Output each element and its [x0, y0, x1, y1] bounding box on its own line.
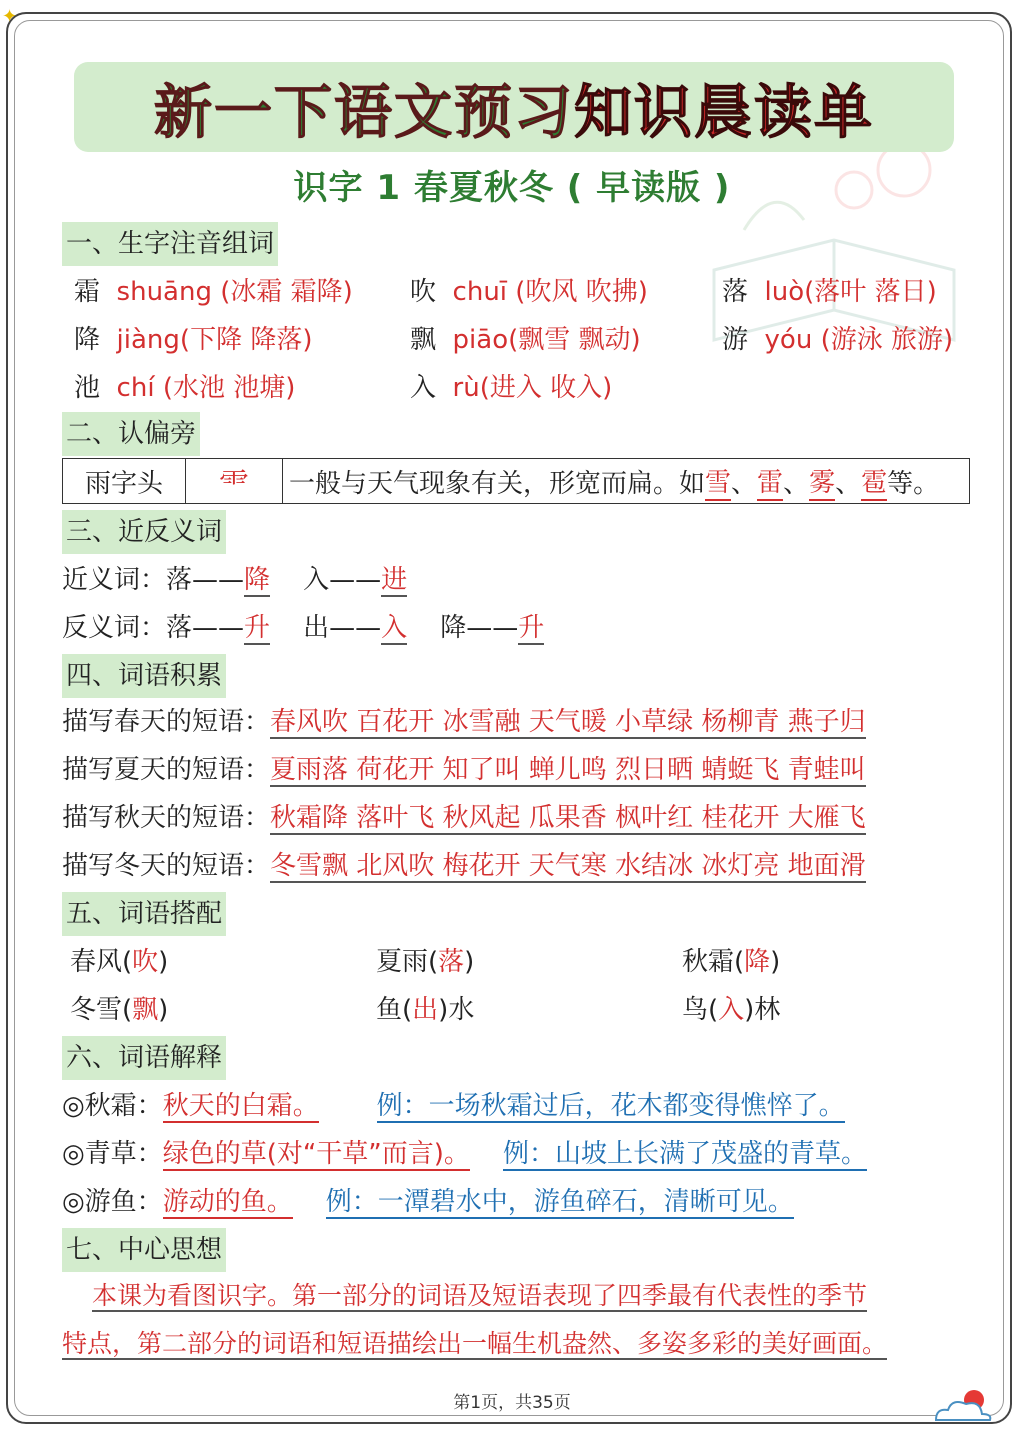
section-heading-3: 三、近反义词	[62, 510, 226, 554]
char-entry: 落 luò(落叶 落日)	[722, 277, 937, 307]
lesson-subtitle: 识字 1 春夏秋冬 ( 早读版 )	[293, 168, 731, 208]
radical-table	[62, 458, 970, 504]
page-title	[74, 62, 954, 152]
phrase-row: 描写冬天的短语：冬雪飘 北风吹 梅花开 天气寒 水结冰 冰灯亮 地面滑	[62, 851, 866, 881]
explanation-row: ◎游鱼：游动的鱼。 例：一潭碧水中，游鱼碎石，清晰可见。	[62, 1187, 794, 1217]
cloud-sun-icon	[928, 1386, 998, 1426]
central-idea-line-2: 特点，第二部分的词语和短语描绘出一幅生机盎然、多姿多彩的美好画面。	[62, 1329, 888, 1358]
collocation-item: 夏雨(落)	[376, 947, 475, 977]
char-entry: 飘 piāo(飘雪 飘动)	[410, 325, 641, 355]
section-heading-5: 五、词语搭配	[62, 892, 226, 936]
collocation-item: 冬雪(飘)	[70, 995, 169, 1025]
char-entry: 霜 shuāng (冰霜 霜降)	[74, 277, 353, 307]
section-heading-1: 一、生字注音组词	[62, 222, 278, 266]
section-heading-2: 二、认偏旁	[62, 412, 200, 456]
section-heading-6: 六、词语解释	[62, 1036, 226, 1080]
char-entry: 游 yóu (游泳 旅游)	[722, 325, 954, 355]
central-idea-line-1: 本课为看图识字。第一部分的词语及短语表现了四季最有代表性的季节	[92, 1281, 868, 1310]
phrase-row: 描写秋天的短语：秋霜降 落叶飞 秋风起 瓜果香 枫叶红 桂花开 大雁飞	[62, 803, 866, 833]
page-number: 第1页，共35页	[453, 1393, 571, 1413]
synonyms-row: 近义词：落——降 入——进	[62, 565, 408, 595]
char-entry: 降 jiàng(下降 降落)	[74, 325, 313, 355]
phrase-row: 描写春天的短语：春风吹 百花开 冰雪融 天气暖 小草绿 杨柳青 燕子归	[62, 707, 866, 737]
section-heading-4: 四、词语积累	[62, 654, 226, 698]
radical-symbol: ⻗	[219, 467, 249, 502]
phrase-row: 描写夏天的短语：夏雨落 荷花开 知了叫 蝉儿鸣 烈日晒 蜻蜓飞 青蛙叫	[62, 755, 866, 785]
explanation-row: ◎青草：绿色的草(对“干草”而言)。 例：山坡上长满了茂盛的青草。	[62, 1139, 867, 1169]
collocation-item: 鸟(入)林	[682, 995, 781, 1025]
char-entry: 吹 chuī (吹风 吹拂)	[410, 277, 648, 307]
char-entry: 入 rù(进入 收入)	[410, 373, 613, 403]
title-part-1: 新一下语文预习	[153, 78, 574, 146]
radical-name: 雨字头	[63, 459, 186, 503]
explanation-row: ◎秋霜：秋天的白霜。 例：一场秋霜过后，花木都变得憔悴了。	[62, 1091, 845, 1121]
collocation-item: 春风(吹)	[70, 947, 169, 977]
antonyms-row: 反义词：落——升 出——入 降——升	[62, 613, 545, 643]
title-part-2: 知识晨读单	[574, 78, 875, 146]
char-entry: 池 chí (水池 池塘)	[74, 373, 296, 403]
section-heading-7: 七、中心思想	[62, 1228, 226, 1272]
collocation-item: 秋霜(降)	[682, 947, 781, 977]
collocation-item: 鱼(出)水	[376, 995, 475, 1025]
radical-description: 一般与天气现象有关，形宽而扁。如 雪 、 雷 、 雾 、 雹 等。	[283, 459, 969, 503]
sparkle-icon: ✦	[2, 6, 18, 27]
